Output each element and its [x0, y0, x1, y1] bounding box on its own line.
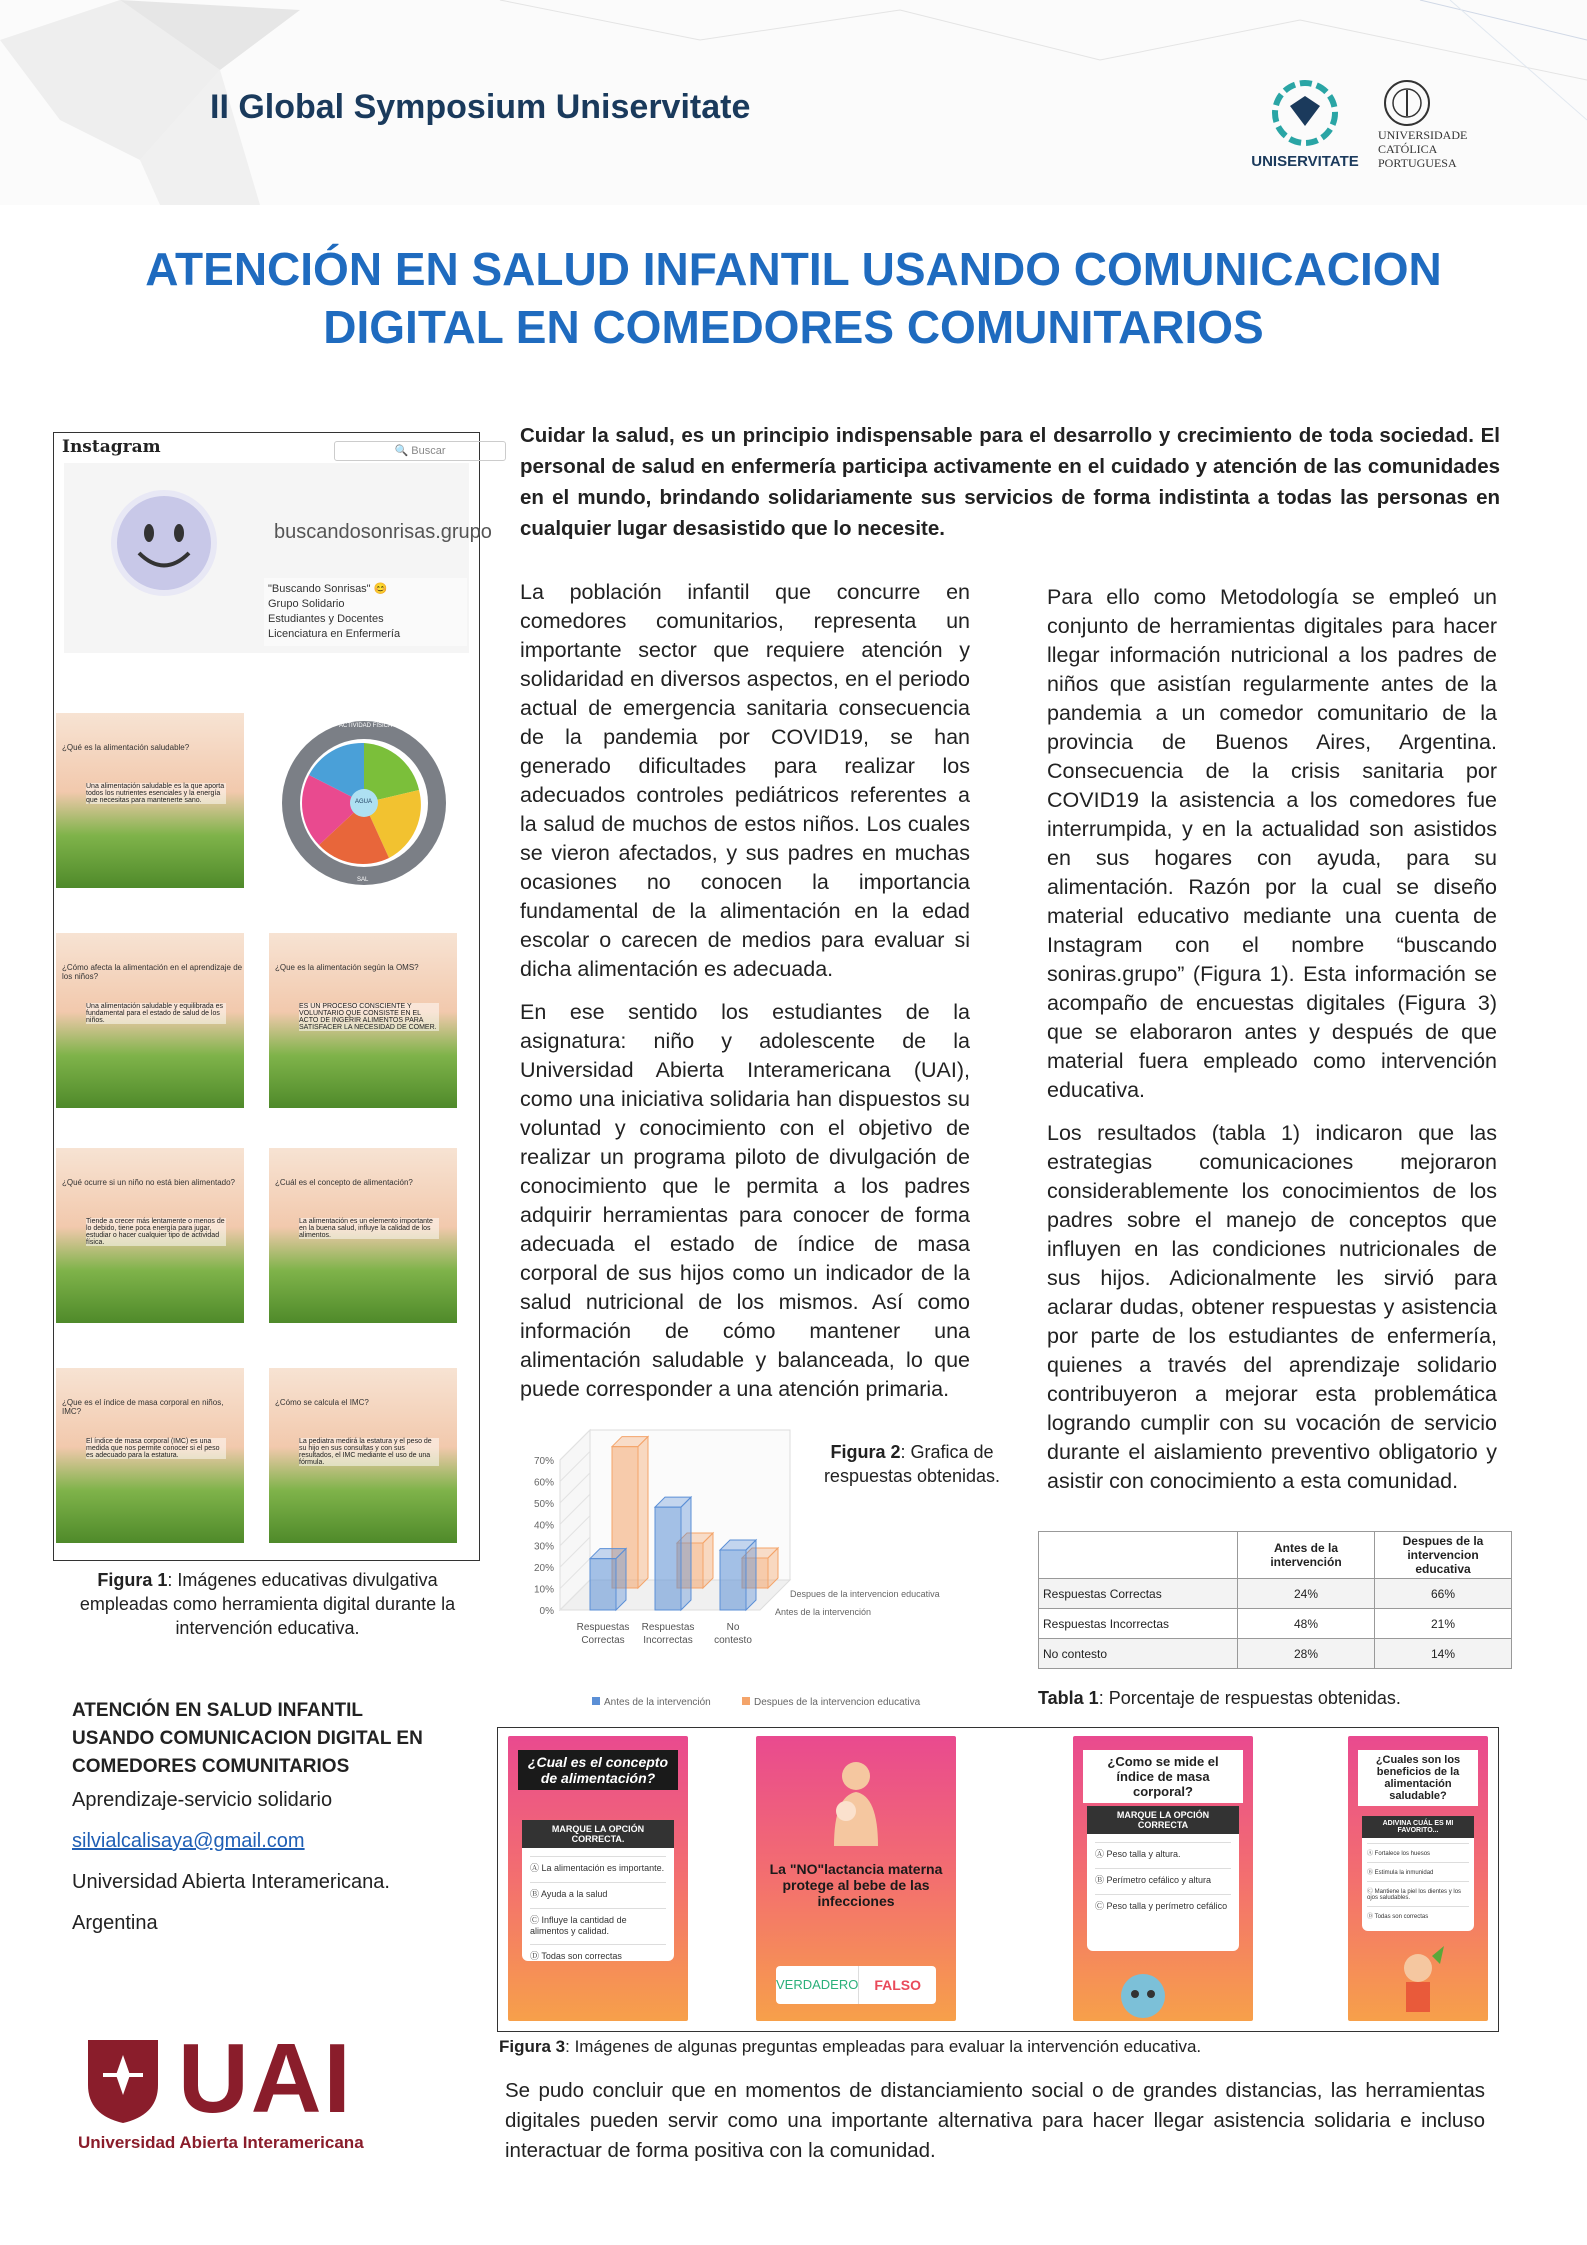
survey-story-2: [756, 1736, 956, 2021]
plate-bottom-label: SAL: [357, 877, 369, 883]
survey-card: [1087, 1806, 1239, 1951]
survey-option-label: Todas son correctas: [1374, 1914, 1429, 1920]
table-cell: 66%: [1375, 1579, 1512, 1609]
uai-crest-icon: [78, 2035, 168, 2125]
survey-option[interactable]: Ⓒ Mantiene la piel los dientes y los ojos saludables.: [1367, 1881, 1469, 1901]
table-1-label: Tabla 1: [1038, 1688, 1099, 1708]
bar-before-intervention-side: [616, 1549, 626, 1610]
ucp-logo: [1378, 78, 1488, 178]
survey-option-label: Influye la cantidad de alimentos y calidad.: [530, 1915, 627, 1936]
figure-1-caption: [55, 1568, 480, 1640]
ucp-logo-text: UNIVERSIDADE CATÓLICA PORTUGUESA: [1378, 128, 1468, 170]
edu-image-6: [56, 1368, 244, 1543]
survey-card-header: MARQUE LA OPCIÓN CORRECTA.: [522, 1820, 674, 1848]
survey-option[interactable]: Ⓑ Estimula la inmunidad: [1367, 1862, 1469, 1876]
edu-answer: La pediatra medirá la estatura y el peso de su hijo en sus consultas y con sus resultados, el IMC mediante el uso de una fórmula.: [299, 1438, 439, 1466]
conclusion-paragraph: Se pudo concluir que en momentos de distanciamiento social o de grandes distancias, las herramientas digitales pueden servir como una importante alternativa para hacer llegar asistencia solidaria e incluso interactuar de forma positiva con la comunidad.: [505, 2079, 1485, 2162]
chart-x-tick-label: Respuestas Incorrectas: [641, 1622, 695, 1646]
edu-answer: Tiende a crecer más lentamente o menos de lo debido, tiene poca energía para jugar, estudiar o hacer cualquier tipo de actividad física.: [86, 1218, 225, 1246]
bio-line-1: Grupo Solidario: [268, 598, 345, 610]
figure-2-caption: [812, 1440, 1012, 1488]
plate-center-label: AGUA: [355, 799, 373, 805]
bar-before-intervention-side: [681, 1497, 691, 1610]
survey-card: [1362, 1816, 1474, 1931]
survey-card-header: ADIVINA CUÁL ES MI FAVORITO...: [1362, 1816, 1474, 1838]
edu-image-4: [56, 1148, 244, 1323]
figure-1-label: Figura 1: [97, 1570, 168, 1590]
chart-y-tick-label: 70%: [533, 1456, 554, 1467]
table-header-cell: [1039, 1532, 1238, 1579]
table-1-caption-text: : Porcentaje de respuestas obtenidas.: [1098, 1688, 1401, 1708]
uai-full-name: Universidad Abierta Interamericana: [78, 2133, 364, 2152]
edu-answer: La alimentación es un elemento importante en la buena salud, influye la calidad de los alimentos.: [299, 1218, 439, 1239]
survey-option-label: Perímetro cefálico y altura: [1106, 1875, 1212, 1885]
table-header-cell: Despues de la intervencion educativa: [1375, 1532, 1512, 1579]
chart-x-tick-label: No contesto: [714, 1622, 752, 1646]
col2-paragraph-2: Los resultados (tabla 1) indicaron que las estrategias comunicaciones mejoraron considerablemente los conocimientos de los padres sobre el manejo de conceptos que influyen en las condiciones nutricionales de sus hijos. Adicionalmente les sirvió para aclarar dudas, obtener respuestas y asistencia por parte de los estudiantes de enfermería, quienes a través del aprendizaje solidario contribuyeron a mejorar esta problemática logrando cumplir con su vocación de servicio durante el aislamiento preventivo obligatorio y asistir con conocimiento a esta comunidad.: [1047, 1121, 1497, 1493]
edu-image-5: [269, 1148, 457, 1323]
edu-image-7: [269, 1368, 457, 1543]
figure-3-caption: [499, 2037, 1201, 2057]
survey-option[interactable]: Ⓓ Todas son correctas: [1367, 1906, 1469, 1920]
survey-option-label: Fortalece los huesos: [1374, 1851, 1431, 1857]
table-cell: 21%: [1375, 1609, 1512, 1639]
table-cell: Respuestas Correctas: [1039, 1579, 1238, 1609]
legend-swatch-before: [592, 1697, 600, 1705]
column-2: [1047, 583, 1497, 1510]
table-1-caption: [1038, 1688, 1401, 1709]
table-cell: 28%: [1238, 1639, 1375, 1669]
edu-answer: ES UN PROCESO CONSCIENTE Y VOLUNTARIO QUE CONSISTE EN EL ACTO DE INGERIR ALIMENTOS PARA SATISFACER LA NECESIDAD DE COMER.: [299, 1003, 439, 1031]
bio-line-2: Estudiantes y Docentes: [268, 613, 384, 625]
figure-3-caption-text: : Imágenes de algunas preguntas empleadas para evaluar la intervención educativa.: [565, 2037, 1202, 2056]
edu-question: ¿Qué es la alimentación saludable?: [62, 743, 190, 752]
survey-option[interactable]: Ⓐ La alimentación es importante.: [530, 1856, 666, 1874]
false-button[interactable]: FALSO: [874, 1977, 922, 1993]
survey-card-header: MARQUE LA OPCIÓN CORRECTA: [1087, 1806, 1239, 1834]
edu-image-3: [269, 933, 457, 1108]
survey-question: ¿Cual es el concepto de alimentación?: [518, 1750, 678, 1790]
col2-paragraph-1: Para ello como Metodología se empleó un conjunto de herramientas digitales para hacer llegar información nutricional a los padres de niños que asistían regularmente antes de la pandemia a un comedor comunitario de la provincia de Buenos Aires, Argentina. Consecuencia de la crisis sanitaria por COVID19 la asistencia a los comedores fue interrumpida, y en la actualidad son asistidos en sus hogares con ayuda, para su alimentación. Razón por la cual se diseño material educativo mediante una cuenta de Instagram con el nombre “buscando soniras.grupo” (Figura 1). Esta información se acompaño de encuestas digitales (Figura 3) que se elaboraron antes y después de que material fuera empleado como intervención educativa.: [1047, 585, 1497, 1102]
account-name: buscandosonrisas.grupo: [274, 521, 492, 543]
survey-question: ¿Cuales son los beneficios de la alimentación saludable?: [1358, 1750, 1478, 1806]
survey-card: [522, 1820, 674, 1961]
chart-y-tick-label: 40%: [533, 1520, 554, 1532]
table-cell: 24%: [1238, 1579, 1375, 1609]
figure-2-label: Figura 2: [830, 1442, 901, 1462]
contact-block: [72, 1697, 432, 1935]
chart-y-tick-label: 10%: [533, 1584, 554, 1596]
true-button[interactable]: VERDADERO: [776, 1966, 859, 2004]
contact-country: Argentina: [72, 1912, 158, 1934]
uniservitate-logo-text: UNISERVITATE: [1251, 153, 1359, 170]
survey-option-label: Peso talla y altura.: [1106, 1849, 1181, 1859]
chart-y-tick-label: 30%: [533, 1541, 554, 1553]
edu-question: ¿Qué ocurre si un niño no está bien alimentado?: [62, 1178, 235, 1187]
legend-label-before: Antes de la intervención: [604, 1697, 711, 1708]
table-row: [1039, 1639, 1512, 1669]
food-plate-image: [269, 715, 459, 890]
survey-true-false-text: La "NO"lactancia materna protege al bebe de las infecciones: [769, 1861, 943, 1909]
table-1: [1038, 1531, 1512, 1669]
bar-before-intervention-side: [746, 1540, 756, 1610]
survey-option-label: Ayuda a la salud: [541, 1889, 608, 1899]
chart-y-tick-label: 60%: [533, 1477, 554, 1489]
chart-y-tick-label: 0%: [539, 1606, 554, 1617]
contact-title: ATENCIÓN EN SALUD INFANTIL USANDO COMUNICACION DIGITAL EN COMEDORES COMUNITARIOS: [72, 1700, 423, 1777]
instagram-search: 🔍 Buscar: [334, 441, 506, 461]
profile-panel: [64, 463, 492, 653]
figure-2-caption-text: : Grafica de respuestas obtenidas.: [823, 1442, 1001, 1486]
results-table: [1038, 1531, 1512, 1669]
survey-option[interactable]: Ⓐ Fortalece los huesos: [1367, 1843, 1469, 1857]
uai-logo: [78, 2023, 418, 2155]
girl-vegetable-icon: [1388, 1946, 1448, 2016]
table-cell: Respuestas Incorrectas: [1039, 1609, 1238, 1639]
survey-option[interactable]: Ⓐ Peso talla y altura.: [1095, 1842, 1231, 1860]
edu-answer: Una alimentación saludable y equilibrada es fundamental para el estado de salud de los niños.: [86, 1003, 226, 1024]
survey-option[interactable]: Ⓓ Todas son correctas: [530, 1944, 666, 1962]
plate-top-label: ACTIVIDAD FÍSICA: [339, 723, 393, 729]
edu-question: ¿Cómo afecta la alimentación en el aprendizaje de los niños?: [62, 963, 243, 981]
chart-x-tick-label: Respuestas Correctas: [576, 1622, 630, 1646]
instagram-logo: Instagram: [62, 437, 161, 457]
survey-option-label: Mantiene la piel los dientes y los ojos saludables.: [1367, 1889, 1462, 1901]
table-cell: 14%: [1375, 1639, 1512, 1669]
col1-paragraph-1: La población infantil que concurre en comedores comunitarios, representa un importante sector que requiere atención y solidaridad en diversos aspectos, en el periodo actual de emergencia sanitaria consecuencia de la pandemia por COVID19, se han generado dificultades para realizar los adecuados controles pediátricos referentes a la salud de muchos de estos niños. Los cuales se vieron afectados, y sus padres en muchas ocasiones no conocen la importancia fundamental de la alimentación en la edad escolar o carecen de medios para evaluar si dicha alimentación es adecuada.: [520, 580, 970, 981]
table-header-row: [1039, 1532, 1512, 1579]
bar-before-intervention: [655, 1507, 681, 1610]
bio-line-3: Licenciatura en Enfermería: [268, 628, 401, 640]
edu-image-1: [56, 713, 244, 888]
uai-letters: UAI: [178, 2023, 353, 2133]
contact-institution: Universidad Abierta Interamericana.: [72, 1871, 390, 1893]
figure-1-caption-text: : Imágenes educativas divulgativa empleadas como herramienta digital durante la intervención educativa.: [79, 1570, 456, 1638]
legend-label-after: Despues de la intervencion educativa: [754, 1697, 921, 1708]
figure-1-instagram: [53, 432, 492, 1561]
ucp-crest-icon: [1382, 78, 1432, 128]
figure-3-label: Figura 3: [499, 2037, 566, 2056]
survey-option-label: Estimula la inmunidad: [1374, 1870, 1434, 1876]
survey-story-4: [1348, 1736, 1488, 2021]
instagram-search-label: Buscar: [411, 445, 446, 457]
mother-baby-icon: [816, 1756, 896, 1846]
edu-answer: El índice de masa corporal (IMC) es una medida que nos permite conocer si el peso es adecuado para la estatura.: [86, 1438, 226, 1459]
smiley-avatar-icon: [109, 488, 219, 598]
bar-before-intervention: [720, 1550, 746, 1610]
table-header-cell: Antes de la intervención: [1238, 1532, 1375, 1579]
survey-option[interactable]: Ⓑ Perímetro cefálico y altura: [1095, 1868, 1231, 1886]
uniservitate-emblem-icon: [1250, 78, 1360, 148]
contact-email-link[interactable]: silvialcalisaya@gmail.com: [72, 1830, 305, 1852]
survey-option-label: Todas son correctas: [541, 1951, 622, 1961]
table-cell: No contesto: [1039, 1639, 1238, 1669]
survey-option-label: Peso talla y perímetro cefálico: [1106, 1901, 1228, 1911]
survey-option[interactable]: Ⓒ Influye la cantidad de alimentos y calidad.: [530, 1908, 666, 1936]
survey-story-3: [1073, 1736, 1253, 2021]
edu-question: ¿Que es la alimentación según la OMS?: [275, 963, 419, 972]
bar-after-intervention-side: [703, 1533, 713, 1588]
table-row: [1039, 1609, 1512, 1639]
chart-depth-label-front: Antes de la intervención: [775, 1607, 872, 1617]
uniservitate-logo: [1250, 78, 1360, 178]
survey-question: ¿Como se mide el índice de masa corporal?: [1083, 1750, 1243, 1803]
survey-option[interactable]: Ⓑ Ayuda a la salud: [530, 1882, 666, 1900]
edu-question: ¿Cuál es el concepto de alimentación?: [275, 1178, 413, 1187]
edu-question: ¿Que es el índice de masa corporal en niños, IMC?: [62, 1398, 224, 1416]
survey-option[interactable]: Ⓒ Peso talla y perímetro cefálico: [1095, 1894, 1231, 1912]
bar-before-intervention: [590, 1559, 616, 1610]
figure-3-surveys: [497, 1727, 1499, 2032]
table-cell: 48%: [1238, 1609, 1375, 1639]
doctor-cartoon-icon: [1113, 1966, 1173, 2021]
poster-title: [60, 240, 1527, 356]
chart-depth-label-back: Despues de la intervencion educativa: [790, 1589, 940, 1599]
intro-paragraph: Cuidar la salud, es un principio indispensable para el desarrollo y crecimiento de toda sociedad. El personal de salud en enfermería participa activamente en el cuidado y atención de las comunidades en el mundo, brindando solidariamente sus servicios de forma indistinta a todas las personas en cualquier lugar desasistido que lo necesite.: [520, 424, 1500, 540]
true-false-box: [776, 1966, 936, 2004]
survey-story-1: [508, 1736, 688, 2021]
edu-image-2: [56, 933, 244, 1108]
bio-title: "Buscando Sonrisas" 😊: [268, 583, 388, 595]
column-1: [520, 578, 970, 1418]
poster-title-line2: DIGITAL EN COMEDORES COMUNITARIOS: [323, 301, 1264, 353]
survey-option-label: La alimentación es importante.: [541, 1863, 665, 1873]
bar-after-intervention-side: [638, 1437, 648, 1588]
edu-answer: Una alimentación saludable es la que aporta todos los nutrientes esenciales y la energía que necesitas para mantenerte sano.: [86, 783, 225, 804]
bio-box: [264, 578, 467, 646]
edu-question: ¿Cómo se calcula el IMC?: [275, 1398, 369, 1407]
chart-y-tick-label: 50%: [533, 1498, 554, 1510]
symposium-name: II Global Symposium Uniservitate: [210, 88, 751, 126]
chart-y-tick-label: 20%: [533, 1563, 554, 1575]
table-row: [1039, 1579, 1512, 1609]
poster-title-line1: ATENCIÓN EN SALUD INFANTIL USANDO COMUNICACION: [145, 243, 1442, 295]
col1-paragraph-2: En ese sentido los estudiantes de la asignatura: niño y adolescente de la Universidad Abierta Interamericana (UAI), como una iniciativa solidaria han dispuestos su voluntad y conocimiento con el objetivo de realizar un programa piloto de divulgación de conocimiento que le permita a los padres adquirir herramientas para conocer de forma adecuada el estado de índice de masa corporal de sus hijos como un indicador de la salud nutricional de los mismos. Así como información de cómo mantener una alimentación saludable y balanceada, lo que puede corresponder a una atención primaria.: [520, 1000, 970, 1401]
legend-swatch-after: [742, 1697, 750, 1705]
contact-subtitle: Aprendizaje-servicio solidario: [72, 1789, 333, 1811]
